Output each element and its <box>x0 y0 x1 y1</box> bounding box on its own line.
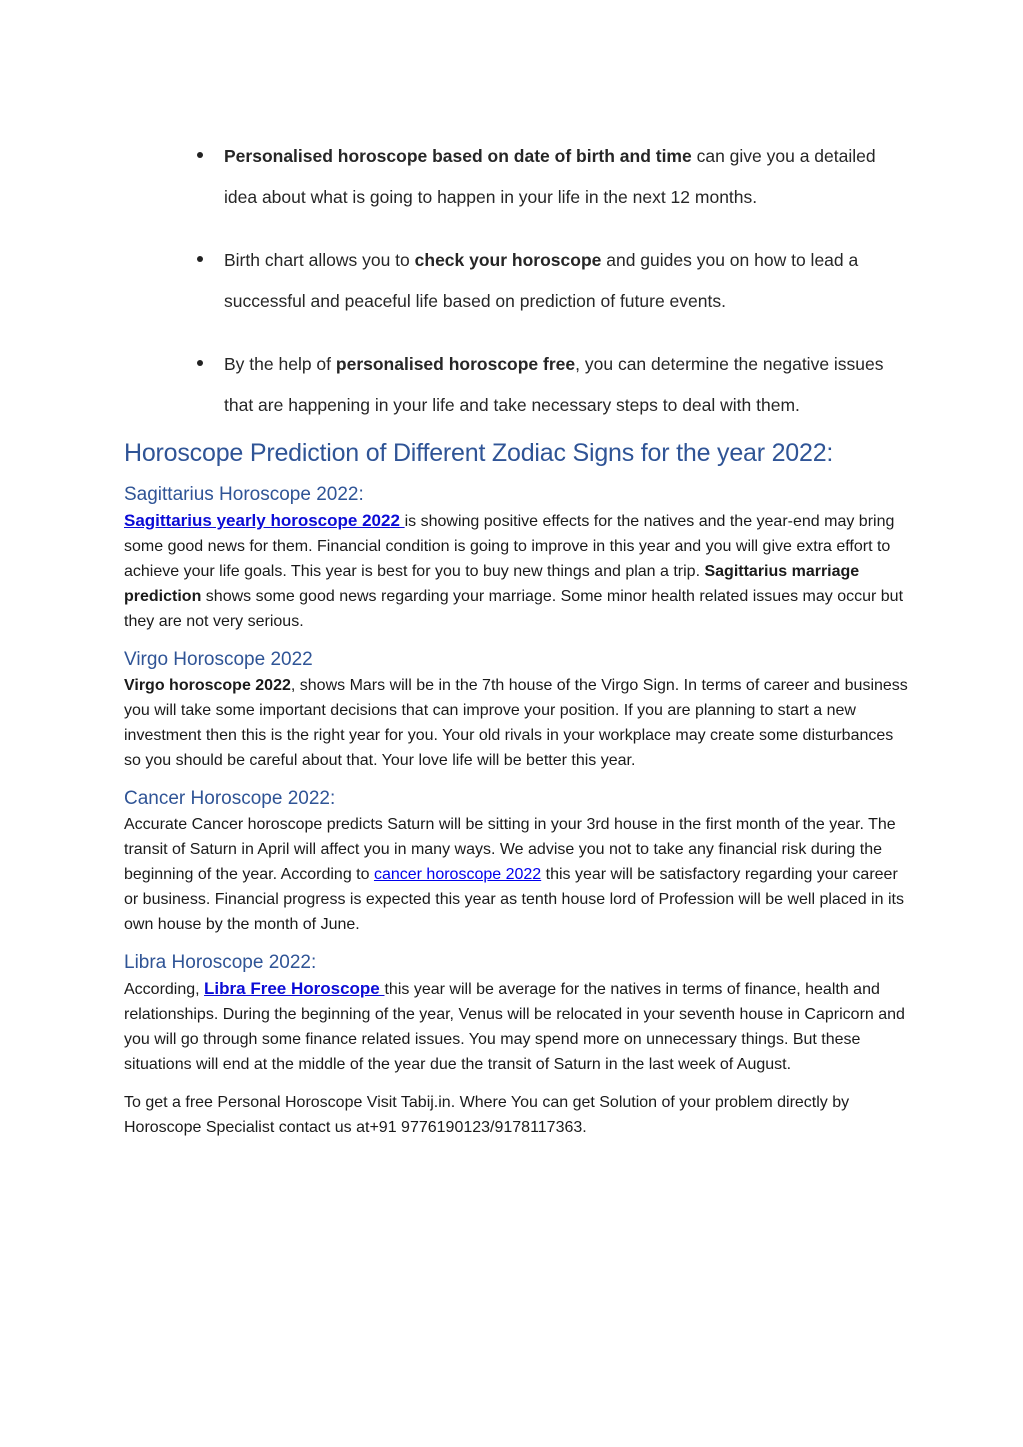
bullet-bold-text: personalised horoscope free <box>335 354 576 374</box>
libra-section <box>124 950 909 1077</box>
bullet-item-2 <box>190 240 910 322</box>
libra-free-horoscope-link[interactable]: Libra Free Horoscope <box>204 979 385 998</box>
cancer-heading: Cancer Horoscope 2022: <box>124 788 336 809</box>
bullet-item-1 <box>190 136 910 218</box>
virgo-section <box>124 647 909 773</box>
bullet-bold-text: Personalised horoscope based on date of birth and time <box>224 146 692 166</box>
bullet-text: and guides you on how to lead a successful and peaceful life based on prediction of future events. <box>224 250 859 311</box>
virgo-bold: Virgo horoscope 2022 <box>124 677 291 694</box>
bullet-text: Birth chart allows you to <box>224 250 415 270</box>
virgo-text: , shows Mars will be in the 7th house of the Virgo Sign. In terms of career and business you will take some important decisions that can improve your position. If you are planning to start a new investment then this is the right year for you. Your old rivals in your workplace may create some disturbances so you should be careful about that. Your love life will be better this year. <box>124 677 908 769</box>
bullet-text: , you can determine the negative issues that are happening in your life and take necessary steps to deal with them. <box>224 354 884 415</box>
sagittarius-text-2: shows some good news regarding your marriage. Some minor health related issues may occur but they are not very serious. <box>124 588 904 630</box>
sagittarius-heading: Sagittarius Horoscope 2022: <box>124 484 364 505</box>
cancer-section <box>124 786 909 937</box>
libra-text-2: this year will be average for the natives in terms of finance, health and relationships. During the beginning of the year, Venus will be relocated in your seventh house in Capricorn and you will go through some finance related issues. You may spend more on unnecessary things. But these situations will end at the middle of the year due the transit of Saturn in the last week of August. <box>124 981 905 1073</box>
bullet-bold-text: check your horoscope <box>414 250 602 270</box>
bullet-text: By the help of <box>224 354 336 374</box>
cancer-paragraph <box>124 812 909 937</box>
cancer-text: Accurate Cancer horoscope predicts Saturn will be sitting in your 3rd house in the first month of the year. The transit of Saturn in April will affect you in many ways. We advise you not to take any financial risk during the beginning of the year. According to <box>124 816 896 883</box>
virgo-heading: Virgo Horoscope 2022 <box>124 649 313 670</box>
main-heading: Horoscope Prediction of Different Zodiac Signs for the year 2022: <box>124 439 834 467</box>
bullet-text: can give you a detailed idea about what is going to happen in your life in the next 12 months. <box>224 146 876 207</box>
bullet-item-3 <box>190 344 910 426</box>
sagittarius-text: is showing positive effects for the natives and the year-end may bring some good news for them. Financial condition is going to improve in this year and you will give extra effort to achieve your life goals. This year is best for you to buy new things and plan a trip. <box>124 513 895 580</box>
sagittarius-yearly-link[interactable]: Sagittarius yearly horoscope 2022 <box>124 511 405 530</box>
feature-bullet-list <box>190 136 910 448</box>
cancer-horoscope-link[interactable]: cancer horoscope 2022 <box>373 866 542 883</box>
cancer-text-2: this year will be satisfactory regarding your career or business. Financial progress is expected this year as tenth house lord of Profession will be well placed in its own house by the month of June. <box>124 866 904 933</box>
virgo-paragraph <box>124 673 909 773</box>
sagittarius-section <box>124 482 909 634</box>
contact-paragraph: To get a free Personal Horoscope Visit Tabij.in. Where You can get Solution of your problem directly by Horoscope Specialist contact us at+91 9776190123/9178117363. <box>124 1094 850 1136</box>
main-content <box>124 434 909 1153</box>
libra-heading: Libra Horoscope 2022: <box>124 952 317 973</box>
sagittarius-paragraph <box>124 508 909 634</box>
sagittarius-marriage-bold: Sagittarius marriage prediction <box>124 563 860 605</box>
libra-paragraph <box>124 976 909 1077</box>
libra-text: According, <box>124 981 205 998</box>
